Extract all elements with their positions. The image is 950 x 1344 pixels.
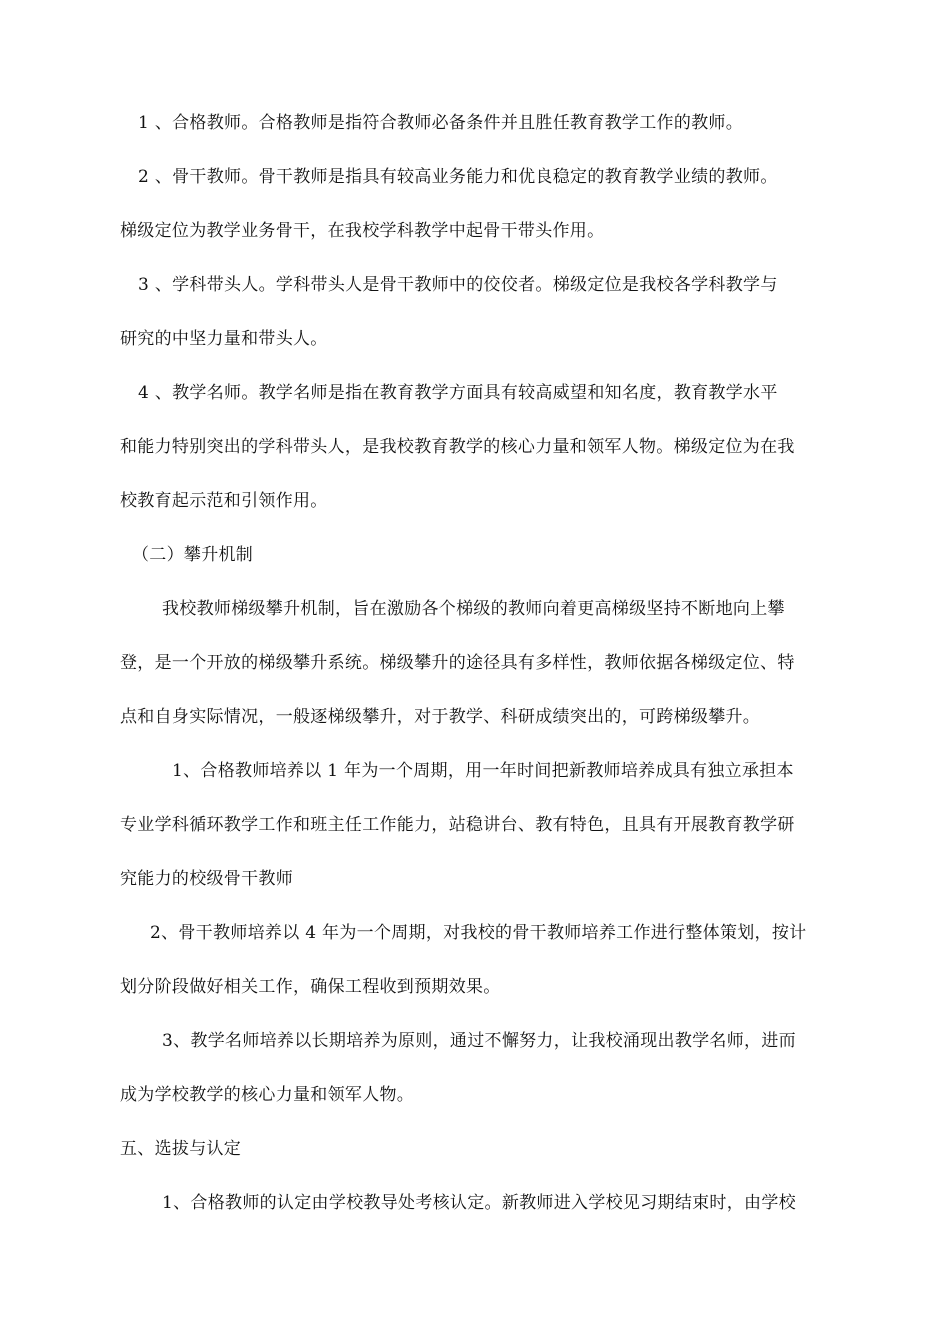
paragraph-line: 梯级定位为教学业务骨干，在我校学科教学中起骨干带头作用。 <box>120 221 605 241</box>
paragraph-line: 专业学科循环教学工作和班主任工作能力，站稳讲台、教有特色，且具有开展教育教学研 <box>120 815 795 835</box>
paragraph-line: 2 、骨干教师。骨干教师是指具有较高业务能力和优良稳定的教育教学业绩的教师。 <box>138 167 778 187</box>
paragraph-line: 1 、合格教师。合格教师是指符合教师必备条件并且胜任教育教学工作的教师。 <box>138 113 744 133</box>
paragraph-line: 校教育起示范和引领作用。 <box>120 491 328 511</box>
paragraph-line: 3、教学名师培养以长期培养为原则，通过不懈努力，让我校涌现出教学名师，进而 <box>162 1031 796 1051</box>
paragraph-line: 1、合格教师的认定由学校教导处考核认定。新教师进入学校见习期结束时，由学校 <box>162 1193 796 1213</box>
paragraph-line: 成为学校教学的核心力量和领军人物。 <box>120 1085 415 1105</box>
paragraph-line: 3 、学科带头人。学科带头人是骨干教师中的佼佼者。梯级定位是我校各学科教学与 <box>138 275 778 295</box>
paragraph-line: 登，是一个开放的梯级攀升系统。梯级攀升的途径具有多样性，教师依据各梯级定位、特 <box>120 653 795 673</box>
paragraph-line: 4 、教学名师。教学名师是指在教育教学方面具有较高威望和知名度，教育教学水平 <box>138 383 778 403</box>
paragraph-line: 我校教师梯级攀升机制，旨在激励各个梯级的教师向着更高梯级坚持不断地向上攀 <box>162 599 785 619</box>
paragraph-line: 究能力的校级骨干教师 <box>120 869 293 889</box>
paragraph-line: 点和自身实际情况，一般逐梯级攀升，对于教学、科研成绩突出的，可跨梯级攀升。 <box>120 707 761 727</box>
paragraph-line: 研究的中坚力量和带头人。 <box>120 329 328 349</box>
section-heading: 五、选拔与认定 <box>120 1139 242 1159</box>
paragraph-line: 划分阶段做好相关工作，确保工程收到预期效果。 <box>120 977 501 997</box>
paragraph-line: 2、骨干教师培养以 4 年为一个周期，对我校的骨干教师培养工作进行整体策划，按计 <box>150 923 807 943</box>
section-heading: （二）攀升机制 <box>132 545 254 565</box>
paragraph-line: 1、合格教师培养以 1 年为一个周期，用一年时间把新教师培养成具有独立承担本 <box>172 761 794 781</box>
paragraph-line: 和能力特别突出的学科带头人，是我校教育教学的核心力量和领军人物。梯级定位为在我 <box>120 437 795 457</box>
